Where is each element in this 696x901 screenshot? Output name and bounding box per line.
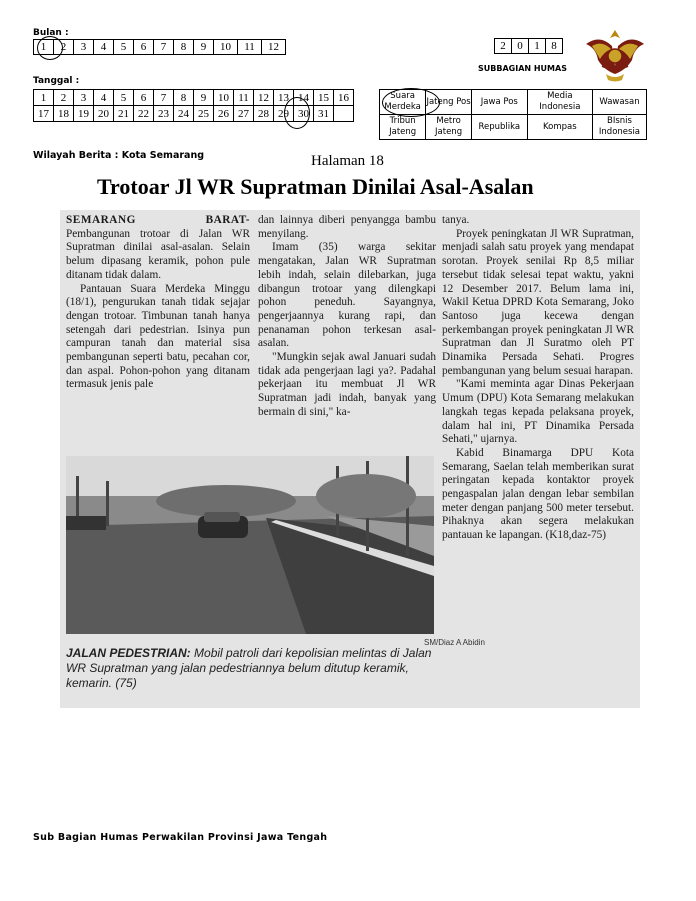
- bulan-cell: 3: [74, 40, 94, 55]
- year-digit: 1: [529, 39, 546, 54]
- media-cell: Wawasan: [592, 90, 646, 115]
- photo-credit: SM/Diaz A Abidin: [424, 638, 485, 647]
- year-digit: 0: [512, 39, 529, 54]
- tanggal-cell: 14: [294, 90, 314, 106]
- tanggal-cell: 17: [34, 106, 54, 122]
- tanggal-cell: 6: [134, 90, 154, 106]
- tanggal-cell: 3: [74, 90, 94, 106]
- page-number: Halaman 18: [311, 153, 384, 169]
- bulan-cell: 7: [154, 40, 174, 55]
- tanggal-cell: 26: [214, 106, 234, 122]
- tanggal-cell: 12: [254, 90, 274, 106]
- tanggal-cell: 2: [54, 90, 74, 106]
- tanggal-cell: 22: [134, 106, 154, 122]
- tanggal-cell: 31: [314, 106, 334, 122]
- garuda-emblem-icon: [582, 26, 648, 84]
- bulan-cell: 9: [194, 40, 214, 55]
- dateline: SEMARANG BARAT-: [66, 214, 250, 226]
- year-digit: 8: [546, 39, 563, 54]
- bulan-label: Bulan :: [33, 28, 69, 38]
- subbagian-label: SUBBAGIAN HUMAS: [478, 64, 567, 73]
- bulan-cell: 12: [262, 40, 286, 55]
- tanggal-cell: 15: [314, 90, 334, 106]
- media-cell: Suara Merdeka: [380, 90, 426, 115]
- bulan-cell: 11: [238, 40, 262, 55]
- article-column-2: [258, 214, 436, 420]
- caption-lead: JALAN PEDESTRIAN:: [66, 646, 191, 660]
- paragraph: "Kami meminta agar Dinas Pekerjaan Umum (DPU) Kota Semarang melakukan langkah tegas kepada pelaksana proyek, dalam hal ini, PT Dinamika Persada Sehati," ujarnya.: [442, 378, 634, 446]
- tanggal-cell: 7: [154, 90, 174, 106]
- newspaper-clipping: [60, 210, 640, 708]
- tanggal-selected-circle: [284, 97, 310, 129]
- paragraph: dan lainnya diberi penyangga bambu menyilang.: [258, 214, 436, 240]
- article-column-1: [66, 214, 250, 392]
- caption-text: Mobil patroli dari kepolisian melintas di Jalan WR Supratman yang jalan pedestriannya belum ditutup keramik, kemarin. (75): [66, 646, 432, 690]
- media-cell: Kompas: [527, 115, 592, 140]
- paragraph: Pantauan Suara Merdeka Minggu (18/1), pengurukan tanah tidak sejajar dengan trotoar. Timbunan tanah hanya setengah dari pedestrian. Isinya pun campuran tanah dan material sisa pembangunan seperti batu, pecahan cor, dan aspal. Pohon-pohon yang ditanam termasuk jenis pale: [66, 282, 250, 391]
- media-cell: BIsnis Indonesia: [592, 115, 646, 140]
- bulan-cell: 8: [174, 40, 194, 55]
- tanggal-cell: 16: [334, 90, 354, 106]
- paragraph: tanya.: [442, 214, 470, 226]
- tanggal-cell: 5: [114, 90, 134, 106]
- tanggal-cell: 11: [234, 90, 254, 106]
- street-photo: [66, 456, 434, 634]
- tanggal-cell: 20: [94, 106, 114, 122]
- media-selected-circle: [382, 88, 440, 117]
- paragraph: "Mungkin sejak awal Januari sudah tidak ada pengerjaan lagi ya?. Padahal pekerjaan itu membuat Jl WR Supratman jadi indah, banyak yang bermain di sini," ka-: [258, 351, 436, 418]
- headline: Trotoar Jl WR Supratman Dinilai Asal-Asalan: [97, 174, 534, 199]
- tanggal-cell: 23: [154, 106, 174, 122]
- tanggal-cell: 4: [94, 90, 114, 106]
- paragraph: Proyek peningkatan Jl WR Supratman, menjadi salah satu proyek yang mendapat sorotan. Proyek senilai Rp 8,5 miliar tersebut tidak selesai tepat waktu, yakni 12 Desember 2017. Belum lama ini, Wakil Ketua DPRD Kota Semarang, Joko Santoso juga kecewa dengan perkembangan proyek peningkatan Jl WR Supratman dan Jl Suratmo oleh PT Dinamika Persada Sehati. Progres pembangunan yang belum sesuai harapan.: [442, 227, 634, 377]
- tanggal-cell: 24: [174, 106, 194, 122]
- tanggal-cell: 21: [114, 106, 134, 122]
- bulan-cell: 1: [34, 40, 54, 55]
- tanggal-cell: 29: [274, 106, 294, 122]
- tanggal-cell: 25: [194, 106, 214, 122]
- media-cell: Republika: [471, 115, 527, 140]
- wilayah-berita: Wilayah Berita : Kota Semarang: [33, 150, 205, 161]
- tanggal-cell: 13: [274, 90, 294, 106]
- media-cell: Tribun Jateng: [380, 115, 426, 140]
- media-cell: Media Indonesia: [527, 90, 592, 115]
- tanggal-cell: [334, 106, 354, 122]
- article-column-3: [442, 214, 634, 543]
- tanggal-cell: 18: [54, 106, 74, 122]
- tanggal-cell: 1: [34, 90, 54, 106]
- paragraph: Kabid Binamarga DPU Kota Semarang, Saelan telah memberikan surat peringatan kepada kontaktor proyek pengaspalan jalan dengan lebar sembilan meter dengan panjang 500 meter tersebut. Pihaknya akan segera melakukan pantauan ke lapangan. (K18,daz-75): [442, 446, 634, 542]
- tanggal-label: Tanggal :: [33, 76, 80, 86]
- media-cell: Jateng Pos: [426, 90, 472, 115]
- tanggal-cell: 28: [254, 106, 274, 122]
- bulan-cell: 10: [214, 40, 238, 55]
- paragraph: Pembangunan trotoar di Jalan WR Supratman dinilai asal-asalan. Selain belum dipasang keramik, pohon pule ditanam tidak dalam.: [66, 227, 250, 281]
- media-cell: Metro Jateng: [426, 115, 472, 140]
- bulan-table: [33, 39, 286, 55]
- bulan-cell: 5: [114, 40, 134, 55]
- year-digit: 2: [495, 39, 512, 54]
- bulan-selected-circle: [37, 36, 63, 60]
- tanggal-cell: 10: [214, 90, 234, 106]
- bulan-cell: 2: [54, 40, 74, 55]
- paragraph: Imam (35) warga sekitar mengatakan, Jalan WR Supratman lebih indah, selain dilebarkan, juga dibangun trotoar yang dilengkapi pohon peneduh. Sayangnya, pengerjaannya kurang rapi, dan penanaman pohon terkesan asal-asalan.: [258, 241, 436, 350]
- media-cell: Jawa Pos: [471, 90, 527, 115]
- bulan-cell: 6: [134, 40, 154, 55]
- tanggal-cell: 27: [234, 106, 254, 122]
- footer: Sub Bagian Humas Perwakilan Provinsi Jawa Tengah: [33, 832, 328, 843]
- year-table: [494, 38, 563, 54]
- photo-caption: [66, 646, 434, 691]
- tanggal-cell: 30: [294, 106, 314, 122]
- tanggal-cell: 9: [194, 90, 214, 106]
- tanggal-cell: 8: [174, 90, 194, 106]
- tanggal-cell: 19: [74, 106, 94, 122]
- bulan-cell: 4: [94, 40, 114, 55]
